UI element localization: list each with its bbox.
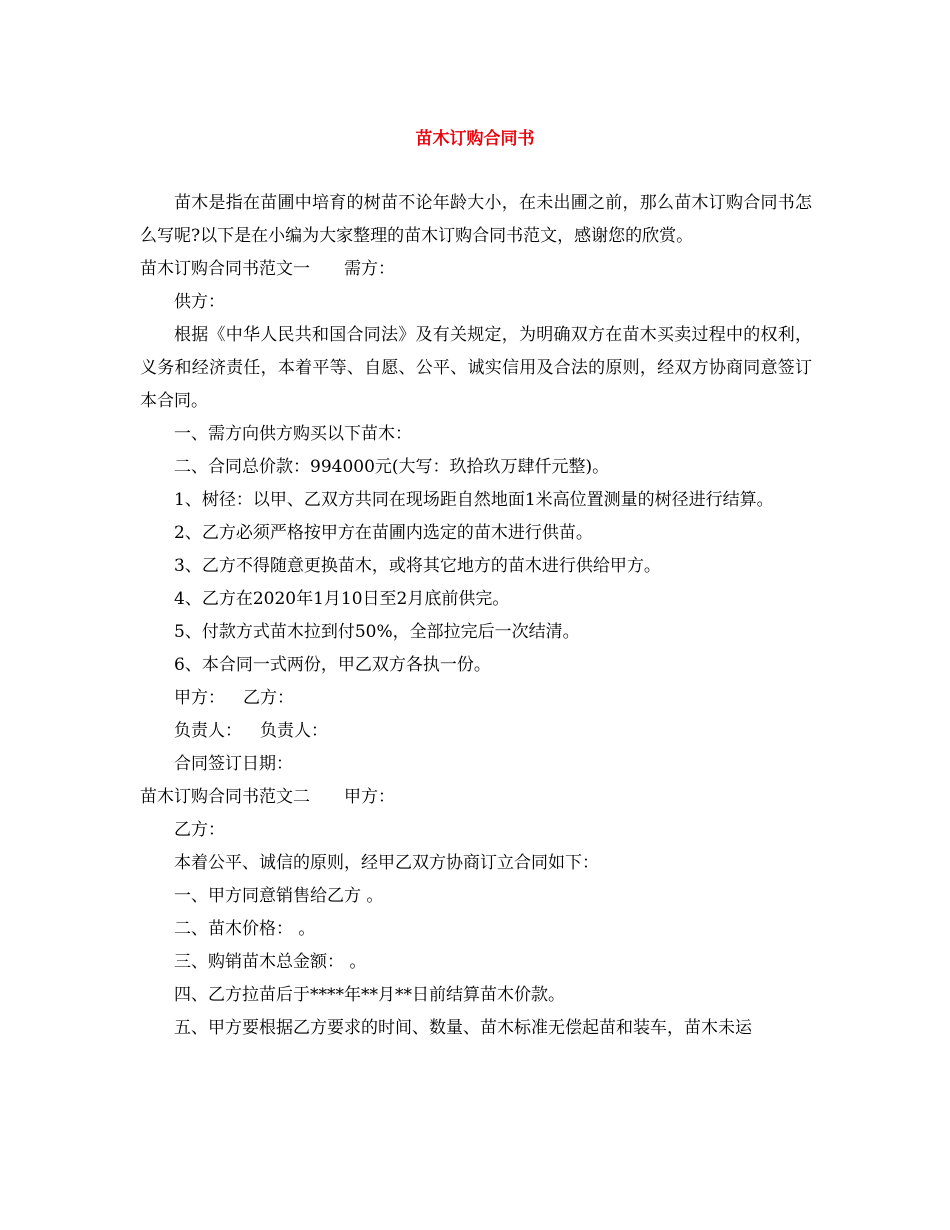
sample1-clause: 5、付款方式苗木拉到付50%，全部拉完后一次结清。 (174, 622, 580, 642)
sample1-sign-a: 甲方： (174, 688, 225, 708)
sample2-clause: 一、甲方同意销售给乙方 。 (174, 886, 384, 906)
sample1-date: 合同签订日期： (174, 754, 293, 774)
sample1-resp-b: 负责人： (260, 721, 328, 741)
sample1-clause: 二、合同总价款：994000元(大写：玖拾玖万肆仟元整)。 (174, 457, 610, 477)
sample2-clause: 二、苗木价格： 。 (174, 919, 316, 939)
sample2-preamble: 本着公平、诚信的原则，经甲乙双方协商订立合同如下： (174, 853, 599, 873)
sample1-clause: 3、乙方不得随意更换苗木，或将其它地方的苗木进行供给甲方。 (174, 556, 661, 576)
sample1-clause: 2、乙方必须严格按甲方在苗圃内选定的苗木进行供苗。 (174, 523, 593, 543)
sample2-party-b: 乙方： (174, 820, 225, 840)
sample1-sign-b: 乙方： (243, 688, 294, 708)
sample1-clause: 一、需方向供方购买以下苗木： (174, 424, 412, 444)
sample1-party-b: 供方： (174, 292, 225, 312)
sample1-signature-line (140, 682, 812, 715)
sample1-responsible-line (140, 715, 812, 748)
document-body (140, 187, 812, 1045)
sample2-clause: 三、购销苗木总金额： 。 (174, 952, 367, 972)
sample1-party-a: 需方： (344, 259, 395, 279)
sample2-clause: 五、甲方要根据乙方要求的时间、数量、苗木标准无偿起苗和装车，苗木未运 (174, 1018, 752, 1038)
sample1-heading-line (140, 253, 812, 286)
sample2-heading-line (140, 781, 812, 814)
sample1-clause: 6、本合同一式两份，甲乙双方各执一份。 (174, 655, 491, 675)
intro-paragraph: 苗木是指在苗圃中培育的树苗不论年龄大小，在未出圃之前，那么苗木订购合同书怎么写呢?以下是在小编为大家整理的苗木订购合同书范文，感谢您的欣赏。 (140, 193, 812, 246)
sample2-heading: 苗木订购合同书范文二 (140, 787, 310, 807)
sample1-resp-a: 负责人： (174, 721, 242, 741)
sample1-clause: 1、树径：以甲、乙双方共同在现场距自然地面1米高位置测量的树径进行结算。 (174, 490, 774, 510)
sample2-party-a: 甲方： (344, 787, 395, 807)
sample1-clause: 4、乙方在2020年1月10日至2月底前供完。 (174, 589, 510, 609)
document-title: 苗木订购合同书 (415, 129, 535, 149)
sample1-heading: 苗木订购合同书范文一 (140, 259, 310, 279)
sample2-clause: 四、乙方拉苗后于****年**月**日前结算苗木价款。 (174, 985, 565, 1005)
sample1-preamble: 根据《中华人民共和国合同法》及有关规定，为明确双方在苗木买卖过程中的权利，义务和经济责任，本着平等、自愿、公平、诚实信用及合法的原则，经双方协商同意签订本合同。 (140, 325, 812, 411)
